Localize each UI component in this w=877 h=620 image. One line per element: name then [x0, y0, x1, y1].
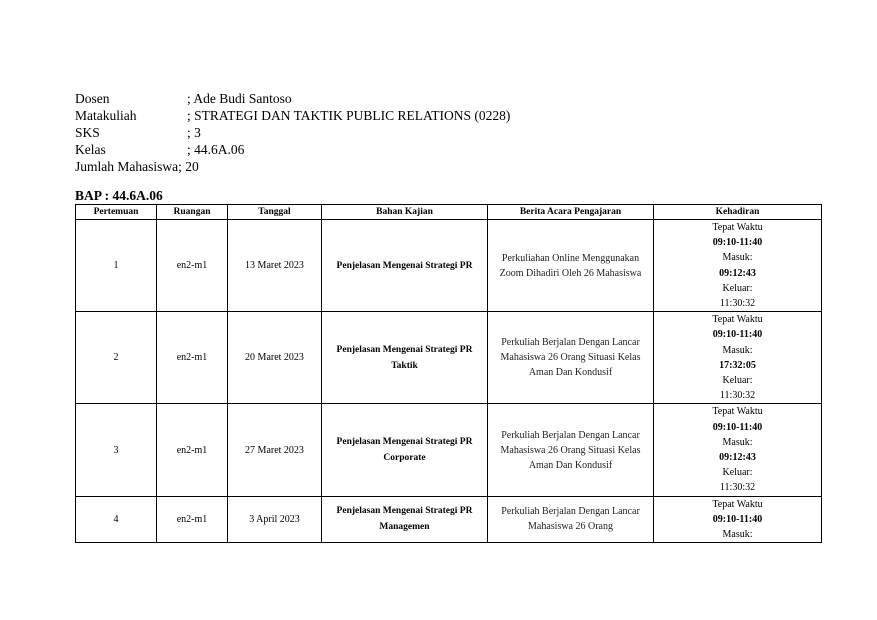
- attendance-in-time: 09:12:43: [719, 267, 756, 279]
- cell-ruangan: en2-m1: [157, 220, 228, 312]
- cell-pertemuan: 3: [76, 404, 157, 496]
- table-row: [76, 220, 822, 312]
- header-tanggal: Tanggal: [228, 205, 322, 220]
- attendance-in-label: Masuk:: [722, 344, 753, 356]
- cell-pertemuan: 2: [76, 312, 157, 404]
- cell-tanggal: 3 April 2023: [228, 496, 322, 543]
- cell-tanggal: 27 Maret 2023: [228, 404, 322, 496]
- cell-berita-acara: Perkuliahan Online Menggunakan Zoom Dihadiri Oleh 26 Mahasiswa: [488, 220, 654, 312]
- cell-kehadiran: [654, 312, 822, 404]
- attendance-status: Tepat Waktu: [712, 314, 763, 326]
- cell-ruangan: en2-m1: [157, 404, 228, 496]
- table-header-row: [76, 205, 822, 220]
- attendance-status: Tepat Waktu: [712, 222, 763, 233]
- attendance-out-label: Keluar:: [722, 375, 753, 387]
- attendance-in-label: Masuk:: [722, 252, 753, 264]
- header-kehadiran: Kehadiran: [654, 205, 822, 220]
- attendance-status: Tepat Waktu: [712, 406, 763, 418]
- attendance-out-label: Keluar:: [722, 467, 753, 479]
- info-row-sks: [75, 124, 510, 141]
- info-label: Matakuliah: [75, 108, 137, 123]
- attendance-out-time: 11:30:32: [719, 390, 756, 402]
- header-pertemuan: Pertemuan: [76, 205, 157, 220]
- cell-bahan-kajian: Penjelasan Mengenai Strategi PR: [322, 220, 488, 312]
- info-label: Kelas: [75, 142, 106, 157]
- info-value: ; STRATEGI DAN TAKTIK PUBLIC RELATIONS (0228): [187, 108, 511, 123]
- cell-bahan-kajian: Penjelasan Mengenai Strategi PR Corporate: [322, 404, 488, 496]
- attendance-in-label: Masuk:: [722, 436, 753, 448]
- info-row-dosen: [75, 90, 510, 107]
- attendance-schedule: 09:10-11:40: [712, 329, 763, 341]
- cell-pertemuan: 4: [76, 496, 157, 543]
- cell-ruangan: en2-m1: [157, 496, 228, 543]
- cell-pertemuan: 1: [76, 220, 157, 312]
- info-value: ; 20: [178, 159, 199, 174]
- cell-bahan-kajian: Penjelasan Mengenai Strategi PR Taktik: [322, 312, 488, 404]
- course-info: [75, 90, 510, 175]
- attendance-out-time: 11:30:32: [719, 482, 756, 494]
- cell-kehadiran: [654, 496, 822, 543]
- header-ruangan: Ruangan: [157, 205, 228, 220]
- info-row-matakuliah: [75, 107, 510, 124]
- info-row-jumlah-mahasiswa: [75, 158, 510, 175]
- info-label: SKS: [75, 125, 100, 140]
- attendance-in-time: 09:12:43: [719, 452, 756, 464]
- attendance-schedule: 09:10-11:40: [712, 421, 763, 433]
- bap-table: [75, 204, 822, 543]
- cell-berita-acara: Perkuliah Berjalan Dengan Lancar Mahasiswa 26 Orang Situasi Kelas Aman Dan Kondusif: [488, 312, 654, 404]
- info-value: ; 3: [187, 125, 201, 140]
- cell-kehadiran: [654, 404, 822, 496]
- info-row-kelas: [75, 141, 510, 158]
- attendance-status: Tepat Waktu: [712, 498, 763, 510]
- attendance-out-label: Keluar:: [722, 282, 753, 294]
- cell-ruangan: en2-m1: [157, 312, 228, 404]
- attendance-in-time: 17:32:05: [719, 359, 756, 371]
- attendance-in-label: Masuk:: [722, 529, 753, 541]
- bap-title: BAP : 44.6A.06: [75, 188, 163, 203]
- table-row: [76, 496, 822, 543]
- cell-berita-acara: Perkuliah Berjalan Dengan Lancar Mahasiswa 26 Orang: [488, 496, 654, 543]
- info-value: ; 44.6A.06: [187, 142, 245, 157]
- cell-tanggal: 13 Maret 2023: [228, 220, 322, 312]
- cell-tanggal: 20 Maret 2023: [228, 312, 322, 404]
- attendance-out-time: 11:30:32: [719, 298, 756, 310]
- info-value: ; Ade Budi Santoso: [187, 91, 292, 106]
- cell-bahan-kajian: Penjelasan Mengenai Strategi PR Managemen: [322, 496, 488, 543]
- attendance-schedule: 09:10-11:40: [712, 513, 763, 525]
- cell-kehadiran: [654, 220, 822, 312]
- info-label: Dosen: [75, 91, 110, 106]
- info-label: Jumlah Mahasiswa: [75, 159, 179, 174]
- table-row: [76, 404, 822, 496]
- header-bahan-kajian: Bahan Kajian: [322, 205, 488, 220]
- header-berita-acara: Berita Acara Pengajaran: [488, 205, 654, 220]
- table-row: [76, 312, 822, 404]
- cell-berita-acara: Perkuliah Berjalan Dengan Lancar Mahasiswa 26 Orang Situasi Kelas Aman Dan Kondusif: [488, 404, 654, 496]
- attendance-schedule: 09:10-11:40: [712, 237, 763, 249]
